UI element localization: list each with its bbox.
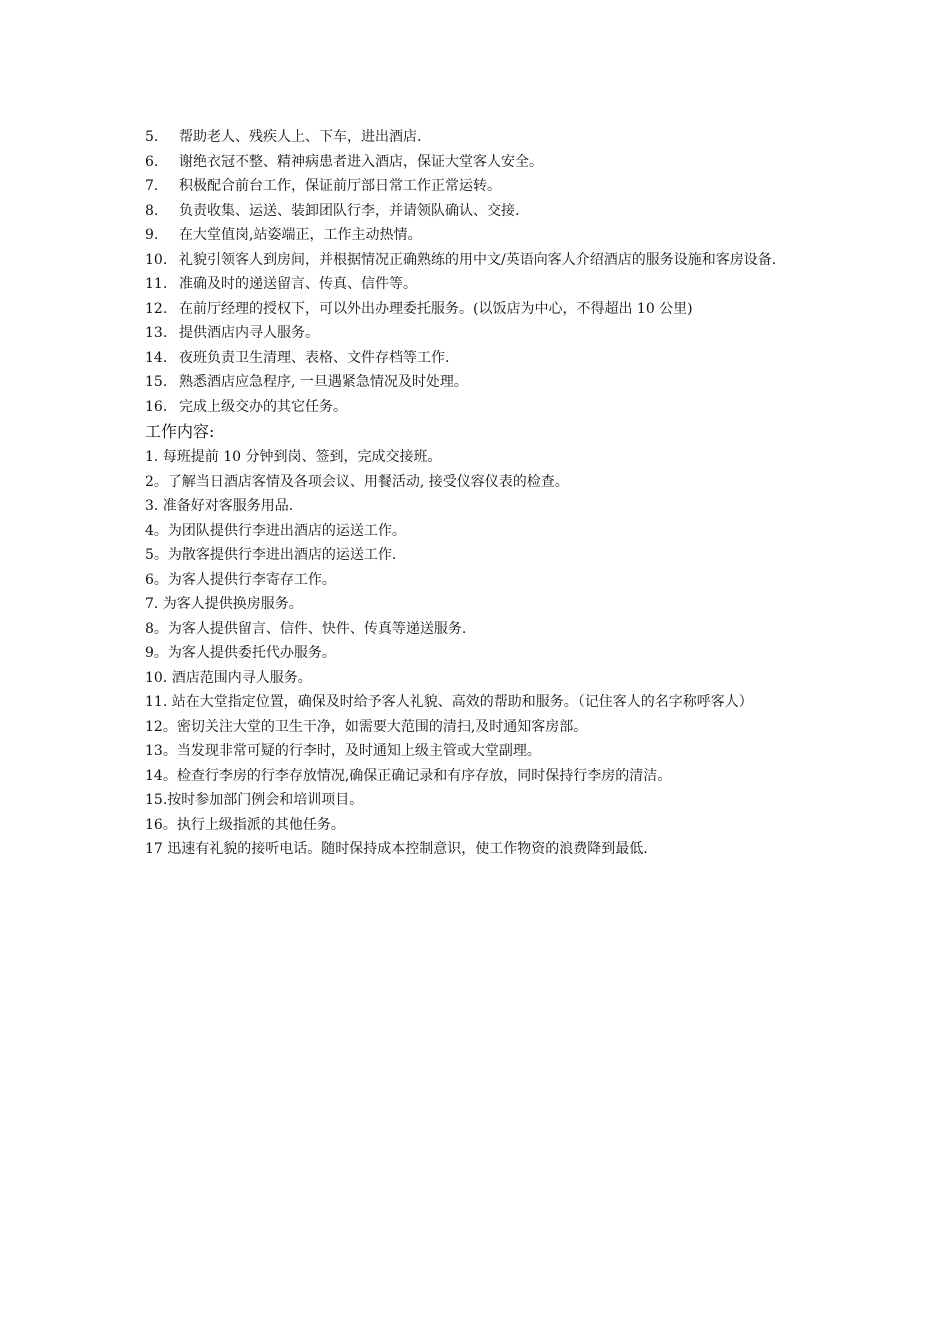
- duty-item: [145, 297, 815, 322]
- work-item: 6。为客人提供行李寄存工作。: [145, 571, 336, 588]
- work-item: 5。为散客提供行李进出酒店的运送工作.: [145, 547, 397, 563]
- work-item: 2。了解当日酒店客情及各项会议、用餐活动, 接受仪容仪表的检查。: [145, 473, 569, 490]
- duty-text: 在前厅经理的授权下，可以外出办理委托服务。(以饭店为中心，不得超出 10 公里): [179, 300, 693, 317]
- duty-number: 10.: [145, 251, 168, 268]
- duty-number: 8.: [145, 202, 159, 219]
- work-content-list: [145, 445, 815, 862]
- work-content-heading: 工作内容:: [145, 422, 215, 441]
- work-item: 10. 酒店范围内寻人服务。: [145, 669, 312, 686]
- duty-list: [145, 125, 815, 419]
- work-item: 8。为客人提供留言、信件、快件、传真等递送服务.: [145, 620, 467, 637]
- duty-text: 准确及时的递送留言、传真、信件等。: [179, 276, 417, 292]
- duty-number: 16.: [145, 398, 168, 415]
- duty-number: 5.: [145, 129, 159, 145]
- duty-text: 提供酒店内寻人服务。: [179, 325, 319, 341]
- duty-item: [145, 370, 815, 395]
- duty-item: [145, 248, 815, 273]
- duty-number: 6.: [145, 153, 159, 170]
- work-item: 11. 站在大堂指定位置，确保及时给予客人礼貌、高效的帮助和服务。（记住客人的名字称呼客人）: [145, 694, 753, 710]
- work-item: 15.按时参加部门例会和培训项目。: [145, 792, 364, 808]
- work-item: 12。密切关注大堂的卫生干净，如需要大范围的清扫,及时通知客房部。: [145, 718, 588, 735]
- work-item: 16。执行上级指派的其他任务。: [145, 816, 345, 833]
- duty-text: 夜班负责卫生清理、表格、文件存档等工作.: [179, 349, 450, 366]
- duty-text: 谢绝衣冠不整、精神病患者进入酒店，保证大堂客人安全。: [179, 153, 543, 170]
- duty-number: 9.: [145, 227, 159, 243]
- duty-text: 帮助老人、残疾人上、下车，进出酒店.: [179, 129, 422, 145]
- work-item: 9。为客人提供委托代办服务。: [145, 645, 336, 661]
- duty-item: [145, 223, 815, 248]
- work-item: 7. 为客人提供换房服务。: [145, 596, 303, 612]
- work-item: 4。为团队提供行李进出酒店的运送工作。: [145, 522, 406, 539]
- work-item: 13。当发现非常可疑的行李时，及时通知上级主管或大堂副理。: [145, 743, 541, 759]
- duty-number: 14.: [145, 349, 168, 366]
- duty-text: 礼貌引领客人到房间，并根据情况正确熟练的用中文/英语向客人介绍酒店的服务设施和客房设备.: [179, 251, 777, 268]
- duty-item: [145, 199, 815, 224]
- work-item: 14。检查行李房的行李存放情况,确保正确记录和有序存放，同时保持行李房的清洁。: [145, 767, 672, 784]
- duty-number: 11.: [145, 276, 168, 292]
- duty-text: 完成上级交办的其它任务。: [179, 398, 347, 415]
- duty-number: 13.: [145, 325, 168, 341]
- duty-number: 15.: [145, 374, 168, 390]
- duty-item: [145, 150, 815, 175]
- duty-number: 7.: [145, 178, 159, 194]
- document-content: [145, 125, 815, 862]
- duty-item: [145, 174, 815, 199]
- duty-item: [145, 395, 815, 420]
- duty-item: [145, 272, 815, 297]
- duty-number: 12.: [145, 300, 168, 317]
- duty-text: 负责收集、运送、装卸团队行李，并请领队确认、交接.: [179, 202, 520, 219]
- duty-item: [145, 321, 815, 346]
- duty-text: 积极配合前台工作，保证前厅部日常工作正常运转。: [179, 178, 501, 194]
- work-item: 17 迅速有礼貌的接听电话。随时保持成本控制意识，使工作物资的浪费降到最低.: [145, 841, 648, 857]
- work-item: 3. 准备好对客服务用品.: [145, 498, 294, 514]
- duty-text: 在大堂值岗,站姿端正，工作主动热情。: [179, 227, 422, 243]
- work-item: 1. 每班提前 10 分钟到岗、签到，完成交接班。: [145, 449, 442, 465]
- duty-item: [145, 125, 815, 150]
- duty-text: 熟悉酒店应急程序, 一旦遇紧急情况及时处理。: [179, 374, 468, 390]
- duty-item: [145, 346, 815, 371]
